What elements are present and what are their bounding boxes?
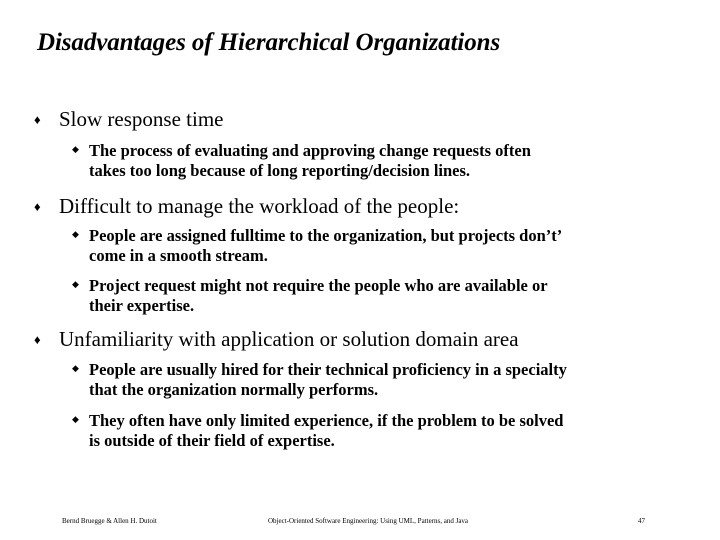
sub-bullet-text: People are assigned fulltime to the organization, but projects don’t’ come in a smooth stream. — [89, 226, 563, 265]
small-diamond-icon: ◆ — [72, 144, 79, 154]
sub-bullet-text: The process of evaluating and approving change requests often takes too long because of long reporting/decision lines. — [89, 141, 531, 180]
slide-title: Disadvantages of Hierarchical Organizations — [37, 29, 501, 56]
small-diamond-icon: ◆ — [72, 279, 79, 289]
footer-page-number: 47 — [638, 517, 645, 525]
sub-bullet-text: They often have only limited experience, if the problem to be solved is outside of their field of expertise. — [89, 411, 564, 450]
bullet-text: Difficult to manage the workload of the people: — [59, 194, 460, 218]
small-diamond-icon: ◆ — [72, 229, 79, 239]
sub-bullet-text: People are usually hired for their technical proficiency in a specialty that the organization normally performs. — [89, 360, 567, 399]
footer-authors: Bernd Bruegge & Allen H. Dutoit — [62, 517, 157, 525]
footer-book-title: Object-Oriented Software Engineering: Using UML, Patterns, and Java — [268, 517, 469, 525]
sub-bullet-text: Project request might not require the people who are available or their expertise. — [89, 276, 548, 315]
bullet-text: Slow response time — [59, 107, 224, 131]
diamond-bullet-icon: ♦ — [34, 112, 41, 127]
small-diamond-icon: ◆ — [72, 414, 79, 424]
small-diamond-icon: ◆ — [72, 363, 79, 373]
diamond-bullet-icon: ♦ — [34, 332, 41, 347]
bullet-text: Unfamiliarity with application or solution domain area — [59, 327, 519, 351]
diamond-bullet-icon: ♦ — [34, 199, 41, 214]
